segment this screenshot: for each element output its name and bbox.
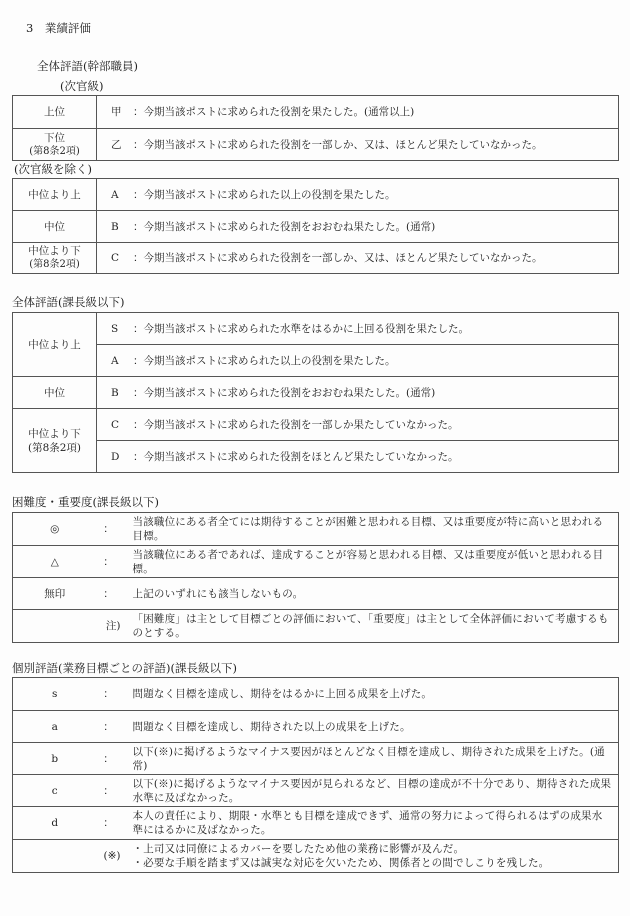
description-text: 以下(※)に掲げるようなマイナス要因がほとんどなく目標を達成し、期待された成果を上げた。(通常) [133,743,619,775]
spacer [121,678,133,711]
description-cell [97,211,619,243]
spacer [121,775,133,807]
grade-label: a [13,711,97,743]
grade-label: A [111,188,119,201]
colon: ： [97,513,121,546]
rank-note: (第8条2項) [29,259,80,270]
rank-label: 下位 [44,131,65,144]
spacer [121,578,133,610]
grade-label: S [111,322,119,335]
grade-label: B [111,220,119,233]
colon: ： [97,711,121,743]
table-row [13,807,619,840]
table-row [13,377,619,409]
description-text: 問題なく目標を達成し、期待をはるかに上回る成果を上げた。 [133,678,619,711]
executive-heading: 全体評語(幹部職員) [37,59,138,73]
rank-note: (第8条2項) [27,441,82,454]
rank-cell [13,243,97,274]
table-row [13,775,619,807]
grade-label: C [111,418,120,431]
symbol-cell [13,840,97,873]
spacer [121,610,133,643]
description-text: ：今期当該ポストに求められた役割を果たした。(通常以上) [133,106,415,118]
table-row [13,211,619,243]
note-item: ・上司又は同僚によるカバーを要したため他の業務に影響が及んだ。 [132,843,465,855]
grade-label: C [111,252,120,264]
description-text: 以下(※)に掲げるようなマイナス要因が見られるなど、目標の達成が不十分であり、期待された成果水準に及ばなかった。 [133,775,619,807]
individual-table [12,677,619,873]
note-item: ・必要な手順を踏まず又は誠実な対応を欠いたため、関係者との間でしこりを残した。 [132,857,550,869]
description-text: ：今期当該ポストに求められた役割をおおむね果たした。(通常) [133,386,436,399]
description-cell [97,409,619,441]
description-text: ：今期当該ポストに求められた以上の役割を果たした。 [133,354,396,367]
rank-label: 中位より上 [28,188,81,201]
description-text: 上記のいずれにも該当しないもの。 [133,578,619,610]
triangle-icon: △ [50,555,59,568]
table-row [13,441,619,473]
vice-minister-subheading: (次官級) [60,79,104,93]
description-text: 問題なく目標を達成し、期待された以上の成果を上げた。 [133,711,619,743]
section-title: 3 業績評価 [26,21,91,35]
difficulty-table [12,512,619,643]
rank-cell [13,129,97,161]
table-row [13,313,619,345]
rank-note: (第8条2項) [29,145,80,157]
excluding-vice-minister-subheading: (次官級を除く) [14,162,92,176]
spacer [121,807,133,840]
description-text: ：今期当該ポストに求められた役割を一部しか、又は、ほとんど果たしていなかった。 [133,252,543,264]
description-text: ：今期当該ポストに求められた役割を一部しか果たしていなかった。 [133,418,459,431]
table-row [13,243,619,274]
table-row [13,678,619,711]
description-text: ：今期当該ポストに求められた以上の役割を果たした。 [133,188,396,201]
grade-label: s [13,678,97,711]
description-cell [97,243,619,274]
description-cell [97,179,619,211]
description-text: 本人の責任により、期限・水準とも目標を達成できず、通常の努力によって得られるはずの成果水準にはるかに及ばなかった。 [133,807,619,840]
spacer [121,840,133,873]
grade-label: d [13,807,97,840]
table-row [13,513,619,546]
description-text: 当該職位にある者全てには期待することが困難と思われる目標、又は重要度が特に高いと思われる目標。 [133,513,619,546]
rank-label: 中位より下 [28,245,81,257]
vice-minister-table [12,95,619,161]
colon: ： [97,678,121,711]
grade-label: 甲 [111,106,122,118]
section-chief-heading: 全体評語(課長級以下) [12,295,125,309]
description-text: ：今期当該ポストに求められた役割をおおむね果たした。(通常) [133,220,436,233]
note-marker: 注) [97,610,121,643]
grade-label: A [111,354,119,367]
colon: ： [97,807,121,840]
spacer [121,743,133,775]
description-cell [97,441,619,473]
difficulty-heading: 困難度・重要度(課長級以下) [12,495,159,509]
spacer [121,711,133,743]
description-cell [97,313,619,345]
table-row [13,129,619,161]
excluding-vice-minister-table [12,178,619,274]
rank-label: 上位 [44,106,65,118]
note-list [133,840,619,873]
symbol-cell [13,546,97,578]
rank-label: 中位 [44,386,65,399]
table-row [13,345,619,377]
description-cell [97,377,619,409]
colon: ： [97,578,121,610]
rank-label: 中位より下 [28,427,81,440]
symbol-cell [13,513,97,546]
table-row [13,840,619,873]
rank-cell [13,377,97,409]
description-text: ：今期当該ポストに求められた役割をほとんど果たしていなかった。 [133,450,459,463]
table-row [13,711,619,743]
note-text: 「困難度」は主として目標ごとの評価において、「重要度」は主として全体評価において考慮するものとする。 [133,610,619,643]
section-chief-table [12,312,619,473]
rank-cell [13,211,97,243]
table-row [13,546,619,578]
spacer [121,513,133,546]
description-cell [97,129,619,161]
table-row [13,578,619,610]
table-row [13,743,619,775]
rank-cell [13,313,97,377]
rank-cell [13,96,97,129]
rank-cell [13,179,97,211]
description-text: ：今期当該ポストに求められた役割を一部しか、又は、ほとんど果たしていなかった。 [133,138,543,151]
colon: ： [97,775,121,807]
description-cell [97,96,619,129]
description-cell [97,345,619,377]
grade-label: 乙 [111,138,122,151]
grade-label: c [13,775,97,807]
table-row [13,96,619,129]
rank-label: 中位より上 [28,338,81,351]
table-row [13,179,619,211]
note-marker: (※) [97,840,121,873]
table-row [13,610,619,643]
grade-label: b [13,743,97,775]
description-text: ：今期当該ポストに求められた水準をはるかに上回る役割を果たした。 [133,322,469,335]
grade-label: B [111,386,119,399]
symbol-cell [13,578,97,610]
colon: ： [97,546,121,578]
description-text: 当該職位にある者であれば、達成することが容易と思われる目標、又は重要度が低いと思われる目標。 [133,546,619,578]
colon: ： [97,743,121,775]
grade-label: D [111,450,120,463]
no-mark-label: 無印 [44,587,66,600]
rank-cell [13,409,97,473]
symbol-cell [13,610,97,643]
spacer [121,546,133,578]
rank-label: 中位 [44,220,65,233]
table-row [13,409,619,441]
individual-heading: 個別評語(業務目標ごとの評語)(課長級以下) [12,661,237,675]
double-circle-icon: ◎ [50,523,60,535]
